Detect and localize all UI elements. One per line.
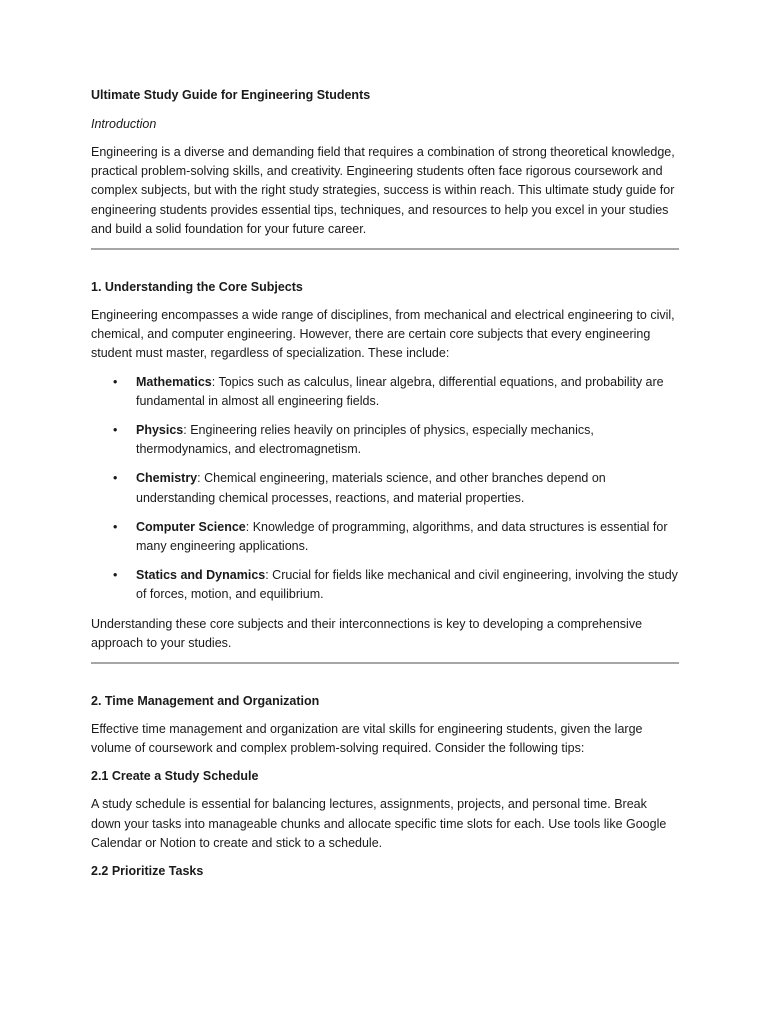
list-item bbox=[91, 469, 679, 507]
document-title: Ultimate Study Guide for Engineering Students bbox=[91, 88, 371, 102]
list-item bbox=[91, 566, 679, 604]
section-1-heading: 1. Understanding the Core Subjects bbox=[91, 280, 303, 295]
list-item-text: : Crucial for fields like mechanical and civil engineering, involving the study of forces, motion, and equilibrium. bbox=[136, 568, 678, 602]
bullet-icon: • bbox=[113, 423, 118, 438]
list-item-term: Mathematics bbox=[136, 374, 212, 389]
section-1-paragraph: Engineering encompasses a wide range of disciplines, from mechanical and electrical engineering to civil, chemical, and computer engineering. However, there are certain core subjects that every engineering student must master, regardless of specialization. These include: bbox=[91, 308, 675, 361]
subsection-2-2-heading: 2.2 Prioritize Tasks bbox=[91, 864, 204, 879]
subsection-2-1-paragraph: A study schedule is essential for balancing lectures, assignments, projects, and personal time. Break down your tasks into manageable chunks and allocate specific time slots for each. Use tools like Google Calendar or Notion to create and stick to a schedule. bbox=[91, 797, 667, 850]
list-item bbox=[91, 421, 679, 459]
core-subjects-list bbox=[91, 373, 679, 605]
horizontal-divider bbox=[91, 662, 679, 664]
list-item-text: : Knowledge of programming, algorithms, and data structures is essential for many engineering applications. bbox=[136, 519, 668, 554]
list-item-text: : Topics such as calculus, linear algebra, differential equations, and probability are fundamental in almost all engineering fields. bbox=[136, 374, 664, 408]
section-2-paragraph: Effective time management and organization are vital skills for engineering students, given the large volume of coursework and complex problem-solving required. Consider the following tips: bbox=[91, 722, 643, 756]
bullet-icon: • bbox=[113, 519, 118, 534]
document-page bbox=[91, 86, 679, 890]
list-item-term: Physics bbox=[136, 423, 184, 438]
list-item-term: Computer Science bbox=[136, 519, 246, 534]
list-item-text: : Chemical engineering, materials science, and other branches depend on understanding chemical processes, reactions, and material properties. bbox=[136, 471, 606, 505]
section-2-heading: 2. Time Management and Organization bbox=[91, 694, 320, 709]
list-item bbox=[91, 373, 679, 411]
bullet-icon: • bbox=[113, 374, 118, 389]
list-item-term: Statics and Dynamics bbox=[136, 568, 266, 583]
intro-paragraph: Engineering is a diverse and demanding field that requires a combination of strong theoretical knowledge, practical problem-solving skills, and creativity. Engineering students often face rigorous coursework and complex subjects, but with the right study strategies, success is within reach. This ultimate study guide for engineering students provides essential tips, techniques, and resources to help you excel in your studies and build a solid foundation for your future career. bbox=[91, 145, 675, 236]
list-item bbox=[91, 518, 679, 556]
bullet-icon: • bbox=[113, 471, 118, 486]
list-item-text: : Engineering relies heavily on principles of physics, especially mechanics, thermodynamics, and electromagnetism. bbox=[136, 423, 594, 457]
intro-heading: Introduction bbox=[91, 117, 157, 131]
list-item-term: Chemistry bbox=[136, 471, 198, 486]
subsection-2-1-heading: 2.1 Create a Study Schedule bbox=[91, 769, 259, 784]
bullet-icon: • bbox=[113, 568, 118, 583]
section-1-closing: Understanding these core subjects and their interconnections is key to developing a comprehensive approach to your studies. bbox=[91, 616, 643, 650]
horizontal-divider bbox=[91, 248, 679, 250]
